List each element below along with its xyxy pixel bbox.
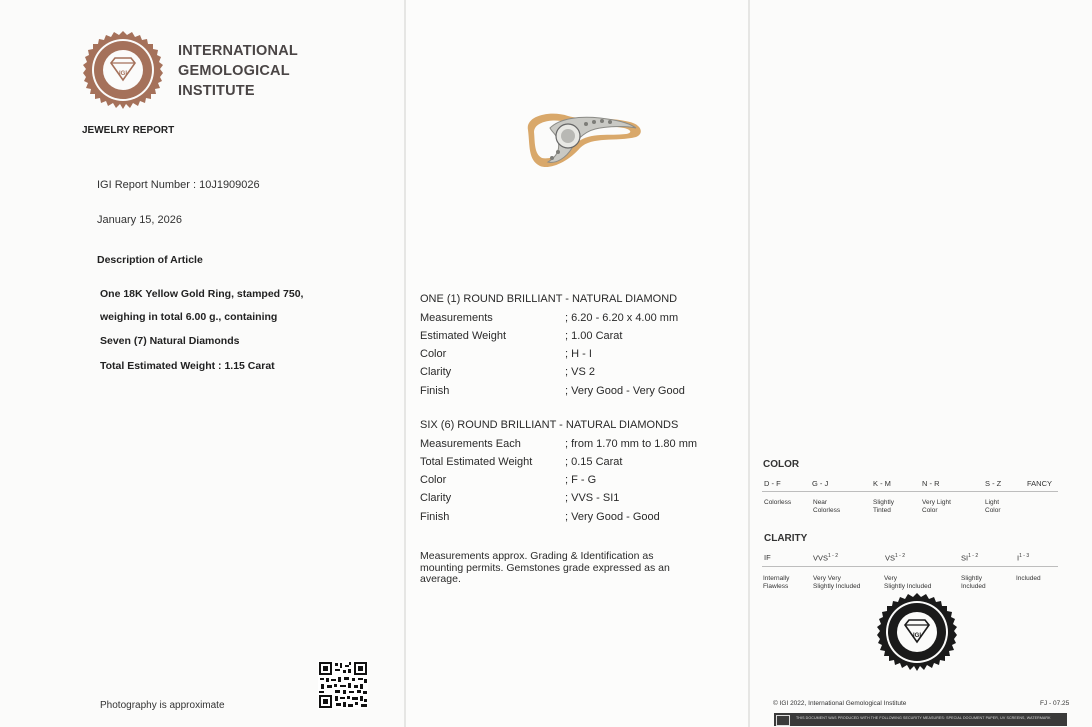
clarity-grade: IF xyxy=(764,553,771,562)
svg-text:1975: 1975 xyxy=(911,647,923,653)
center-stone-row xyxy=(420,366,595,378)
org-name-line3: INSTITUTE xyxy=(178,83,255,99)
row-value: ; Very Good - Good xyxy=(565,511,660,523)
clarity-grade: VS$^{1 - 2}$ xyxy=(885,553,906,563)
center-stone-row xyxy=(420,312,679,324)
clarity-grade: SI$^{1 - 2}$ xyxy=(961,553,979,563)
svg-text:IGI: IGI xyxy=(912,633,922,639)
description-line: Total Estimated Weight : 1.15 Carat xyxy=(100,360,275,372)
row-value: ; from 1.70 mm to 1.80 mm xyxy=(565,438,698,450)
row-label: Clarity xyxy=(420,366,452,378)
qr-code xyxy=(318,661,368,709)
side-stones-row xyxy=(420,492,620,504)
color-grade: G - J xyxy=(812,479,829,488)
note-line: average. xyxy=(420,573,461,585)
row-label: Measurements Each xyxy=(420,438,521,450)
color-scale-heading: COLOR xyxy=(763,459,800,470)
form-code: FJ - 07.25 xyxy=(1040,700,1070,707)
description-line: weighing in total 6.00 g., containing xyxy=(100,311,278,323)
note-line: Measurements approx. Grading & Identification as xyxy=(420,550,654,562)
description-heading: Description of Article xyxy=(97,254,203,266)
row-label: Estimated Weight xyxy=(420,330,507,342)
report-number: IGI Report Number : 10J1909026 xyxy=(97,179,260,191)
row-value: ; Very Good - Very Good xyxy=(565,385,685,397)
center-stone-row xyxy=(420,330,623,342)
color-description: Near Colorless xyxy=(813,499,841,514)
color-grade: S - Z xyxy=(985,479,1002,488)
security-text: THIS DOCUMENT WAS PRODUCED WITH THE FOLLOWING SECURITY MEASURES: SPECIAL DOCUMENT PAPER, UV SCREENS, WATERMARK xyxy=(796,716,1051,720)
color-description: Colorless xyxy=(764,499,792,506)
note-line: mounting permits. Gemstones grade expressed as an xyxy=(420,561,670,574)
clarity-grade: VVS$^{1 - 2}$ xyxy=(813,553,839,563)
description-line: Seven (7) Natural Diamonds xyxy=(100,335,240,347)
report-date: January 15, 2026 xyxy=(97,214,183,226)
side-stones-row xyxy=(420,438,698,450)
row-label: Total Estimated Weight xyxy=(420,456,533,468)
description-line: One 18K Yellow Gold Ring, stamped 750, xyxy=(100,288,304,300)
center-stone-row xyxy=(420,385,685,397)
photo-note: Photography is approximate xyxy=(100,700,225,711)
side-stones-row xyxy=(420,474,597,486)
report-type: JEWELRY REPORT xyxy=(82,125,175,136)
clarity-description: Very Slightly Included xyxy=(884,575,932,590)
copyright: © IGI 2022, International Gemological Institute xyxy=(773,700,907,707)
clarity-description: Included xyxy=(1016,575,1041,582)
measurement-note xyxy=(420,551,720,586)
center-stone-heading: ONE (1) ROUND BRILLIANT - NATURAL DIAMOND xyxy=(420,293,678,305)
scale-divider xyxy=(762,491,1058,492)
color-description: Very Light Color xyxy=(922,499,951,514)
color-description: Light Color xyxy=(985,499,1001,514)
side-stones-row xyxy=(420,456,623,468)
color-grade: N - R xyxy=(922,479,940,488)
row-label: Color xyxy=(420,348,447,360)
row-value: ; 0.15 Carat xyxy=(565,456,623,468)
row-label: Clarity xyxy=(420,492,452,504)
side-stones-heading: SIX (6) ROUND BRILLIANT - NATURAL DIAMONDS xyxy=(420,419,679,431)
color-description: Slightly Tinted xyxy=(873,499,894,514)
row-label: Measurements xyxy=(420,312,493,324)
row-value: ; 1.00 Carat xyxy=(565,330,623,342)
clarity-description: Slightly Included xyxy=(961,575,986,590)
row-label: Finish xyxy=(420,511,450,523)
svg-text:IGI: IGI xyxy=(118,71,128,77)
side-stones-row xyxy=(420,511,660,523)
ring-photo xyxy=(520,108,645,174)
center-stone-row xyxy=(420,348,592,360)
igi-seal-stamp xyxy=(872,592,962,676)
igi-seal-logo xyxy=(80,30,166,112)
clarity-scale-heading: CLARITY xyxy=(764,533,808,544)
scale-divider xyxy=(762,566,1058,567)
clarity-description: Internally Flawless xyxy=(763,575,790,590)
org-name-line1: INTERNATIONAL xyxy=(178,43,298,59)
security-strip xyxy=(774,713,1067,726)
row-value: ; 6.20 - 6.20 x 4.00 mm xyxy=(565,312,679,324)
svg-text:1975: 1975 xyxy=(117,85,129,91)
row-label: Color xyxy=(420,474,447,486)
color-grade: FANCY xyxy=(1027,479,1053,488)
row-value: ; VVS - SI1 xyxy=(565,492,620,504)
row-value: ; H - I xyxy=(565,348,592,360)
color-grade: K - M xyxy=(873,479,891,488)
color-grade: D - F xyxy=(764,479,781,488)
row-label: Finish xyxy=(420,385,450,397)
row-value: ; VS 2 xyxy=(565,366,595,378)
security-icon xyxy=(776,715,790,726)
clarity-description: Very Very Slightly Included xyxy=(813,575,861,590)
clarity-grade: $I^{1 - 3}$ xyxy=(1017,553,1030,563)
org-name-line2: GEMOLOGICAL xyxy=(178,63,290,79)
row-value: ; F - G xyxy=(565,474,597,486)
